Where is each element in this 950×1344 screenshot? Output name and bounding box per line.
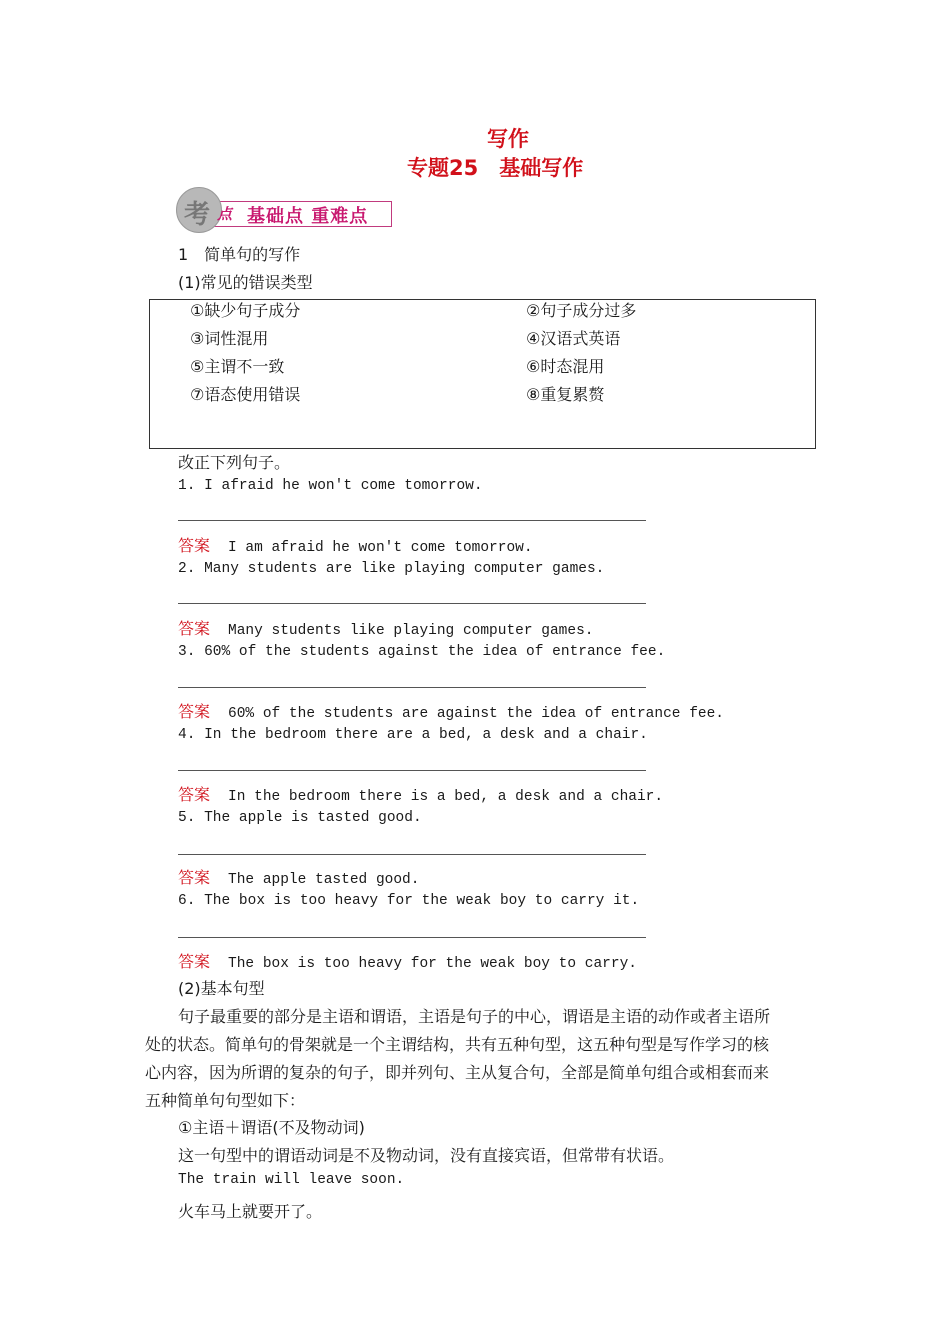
paragraph-line: 句子最重要的部分是主语和谓语，主语是句子的中心，谓语是主语的动作或者主语所 [178, 1007, 771, 1026]
paragraph-line: 心内容，因为所谓的复杂的句子，即并列句、主从复合句，全部是简单句组合或相套而来 [145, 1063, 770, 1082]
exercise-question: 4. In the bedroom there are a bed, a desk and a chair. [178, 727, 648, 743]
exercise-question: 3. 60% of the students against the idea of entrance fee. [178, 644, 666, 660]
pattern-description: 这一句型中的谓语动词是不及物动词，没有直接宾语，但常带有状语。 [178, 1146, 675, 1165]
answer-blank-line [178, 603, 646, 604]
exercise-question: 1. I afraid he won't come tomorrow. [178, 478, 483, 494]
subsection-heading-errors: (1)常见的错误类型 [178, 273, 313, 292]
answer-blank-line [178, 854, 646, 855]
answer-label: 答案 [178, 785, 211, 804]
pattern-heading: ①主语＋谓语(不及物动词) [178, 1118, 365, 1137]
banner-label: 基础点 重难点 [247, 206, 369, 227]
page-subtitle: 专题25 基础写作 [407, 156, 584, 180]
answer-label: 答案 [178, 619, 211, 638]
example-chinese: 火车马上就要开了。 [178, 1202, 323, 1221]
exercise-question: 2. Many students are like playing computer games. [178, 561, 605, 577]
answer-blank-line [178, 937, 646, 938]
error-type-item: ③词性混用 [190, 329, 269, 348]
exercise-question: 5. The apple is tasted good. [178, 810, 422, 826]
exercise-answer [178, 782, 663, 805]
answer-text: 60% of the students are against the idea of entrance fee. [228, 706, 724, 722]
error-type-item: ⑦语态使用错误 [190, 385, 301, 404]
subsection-heading-patterns: (2)基本句型 [178, 979, 265, 998]
answer-blank-line [178, 520, 646, 521]
error-type-item: ④汉语式英语 [526, 329, 621, 348]
answer-label: 答案 [178, 702, 211, 721]
banner-mark: 点 [217, 205, 233, 223]
answer-text: The apple tasted good. [228, 872, 420, 888]
answer-text: Many students like playing computer games. [228, 623, 594, 639]
error-type-item: ⑧重复累赘 [526, 385, 605, 404]
banner-seal-icon [176, 187, 222, 233]
answer-blank-line [178, 687, 646, 688]
answer-label: 答案 [178, 952, 211, 971]
answer-label: 答案 [178, 536, 211, 555]
paragraph-line: 处的状态。简单句的骨架就是一个主谓结构，共有五种句型，这五种句型是写作学习的核 [145, 1035, 770, 1054]
exercise-answer [178, 949, 637, 972]
exercise-instruction: 改正下列句子。 [178, 453, 291, 472]
answer-label: 答案 [178, 868, 211, 887]
example-english: The train will leave soon. [178, 1172, 405, 1188]
exercise-answer [178, 865, 419, 888]
answer-text: I am afraid he won't come tomorrow. [228, 540, 533, 556]
answer-text: The box is too heavy for the weak boy to carry. [228, 956, 637, 972]
exercise-answer [178, 533, 533, 556]
error-type-item: ②句子成分过多 [526, 301, 637, 320]
paragraph-line: 五种简单句句型如下： [145, 1091, 306, 1110]
error-type-item: ⑤主谓不一致 [190, 357, 285, 376]
banner-glyph: 考 [184, 200, 211, 230]
answer-text: In the bedroom there is a bed, a desk and a chair. [228, 789, 664, 805]
answer-blank-line [178, 770, 646, 771]
error-type-item: ⑥时态混用 [526, 357, 605, 376]
section-heading: 1 简单句的写作 [178, 245, 301, 264]
page-title: 写作 [487, 127, 529, 151]
exercise-question: 6. The box is too heavy for the weak boy to carry it. [178, 893, 640, 909]
error-type-item: ①缺少句子成分 [190, 301, 301, 320]
section-banner [176, 187, 392, 233]
exercise-answer [178, 699, 724, 722]
exercise-answer [178, 616, 593, 639]
